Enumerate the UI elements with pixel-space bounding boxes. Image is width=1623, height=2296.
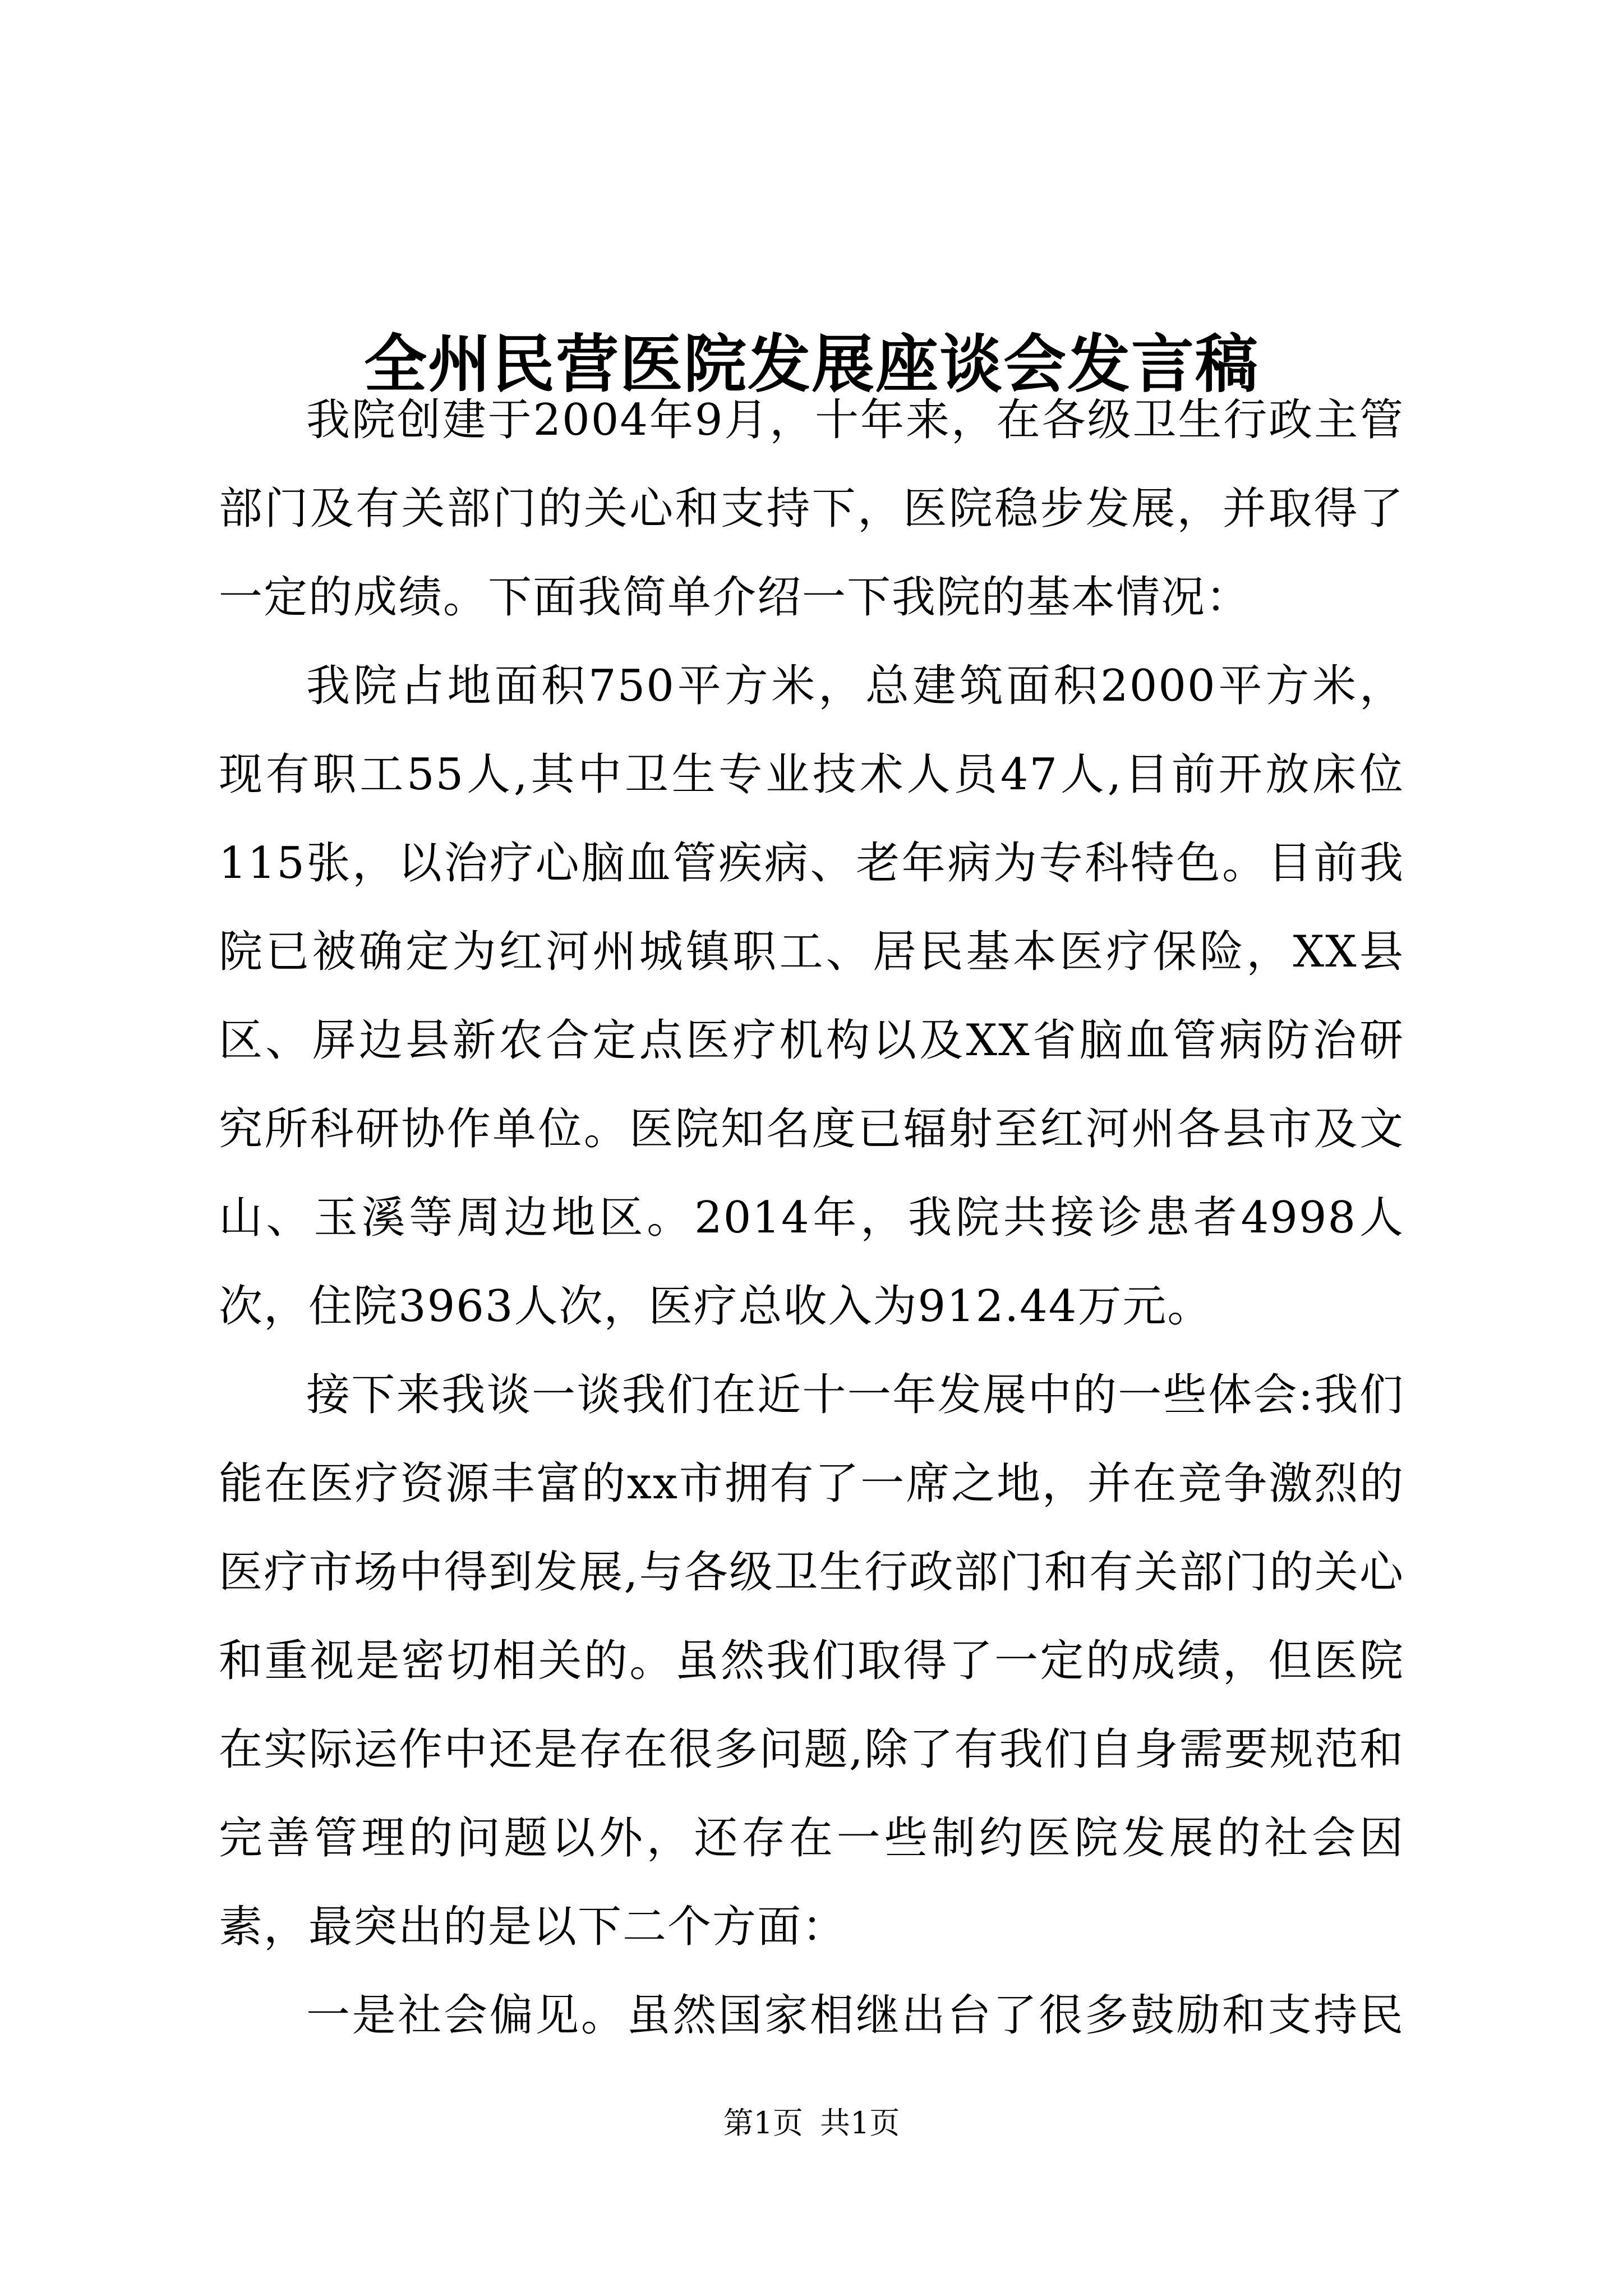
- page-total: 共1页: [820, 2105, 900, 2141]
- paragraph-3: 接下来我谈一谈我们在近十一年发展中的一些体会:我们能在医疗资源丰富的xx市拥有了一席之地，并在竞争激烈的医疗市场中得到发展,与各级卫生行政部门和有关部门的关心和重视是密切相关的。虽然我们取得了一定的成绩，但医院在实际运作中还是存在很多问题,除了有我们自身需要规范和完善管理的问题以外，还存在一些制约医院发展的社会因素，最突出的是以下二个方面：: [219, 1370, 1404, 1952]
- document-title: 全州民营医院发展座谈会发言稿: [364, 328, 1259, 402]
- paragraph-2: 我院占地面积750平方米，总建筑面积2000平方米，现有职工55人,其中卫生专业技术人员47人,目前开放床位115张，以治疗心脑血管疾病、老年病为专科特色。目前我院已被确定为红河州城镇职工、居民基本医疗保险，XX县区、屏边县新农合定点医疗机构以及XX省脑血管病防治研究所科研协作单位。医院知名度已辐射至红河州各县市及文山、玉溪等周边地区。2014年，我院共接诊患者4998人次，住院3963人次，医疗总收入为912.44万元。: [219, 661, 1404, 1332]
- paragraph-1: 我院创建于2004年9月，十年来，在各级卫生行政主管部门及有关部门的关心和支持下，医院稳步发展，并取得了一定的成绩。下面我简单介绍一下我院的基本情况：: [219, 395, 1404, 623]
- page-footer: [0, 2101, 1623, 2146]
- page-number: 第1页: [723, 2105, 803, 2141]
- paragraph-4: 一是社会偏见。虽然国家相继出台了很多鼓励和支持民: [306, 1990, 1404, 2041]
- document-body: [219, 376, 1404, 2059]
